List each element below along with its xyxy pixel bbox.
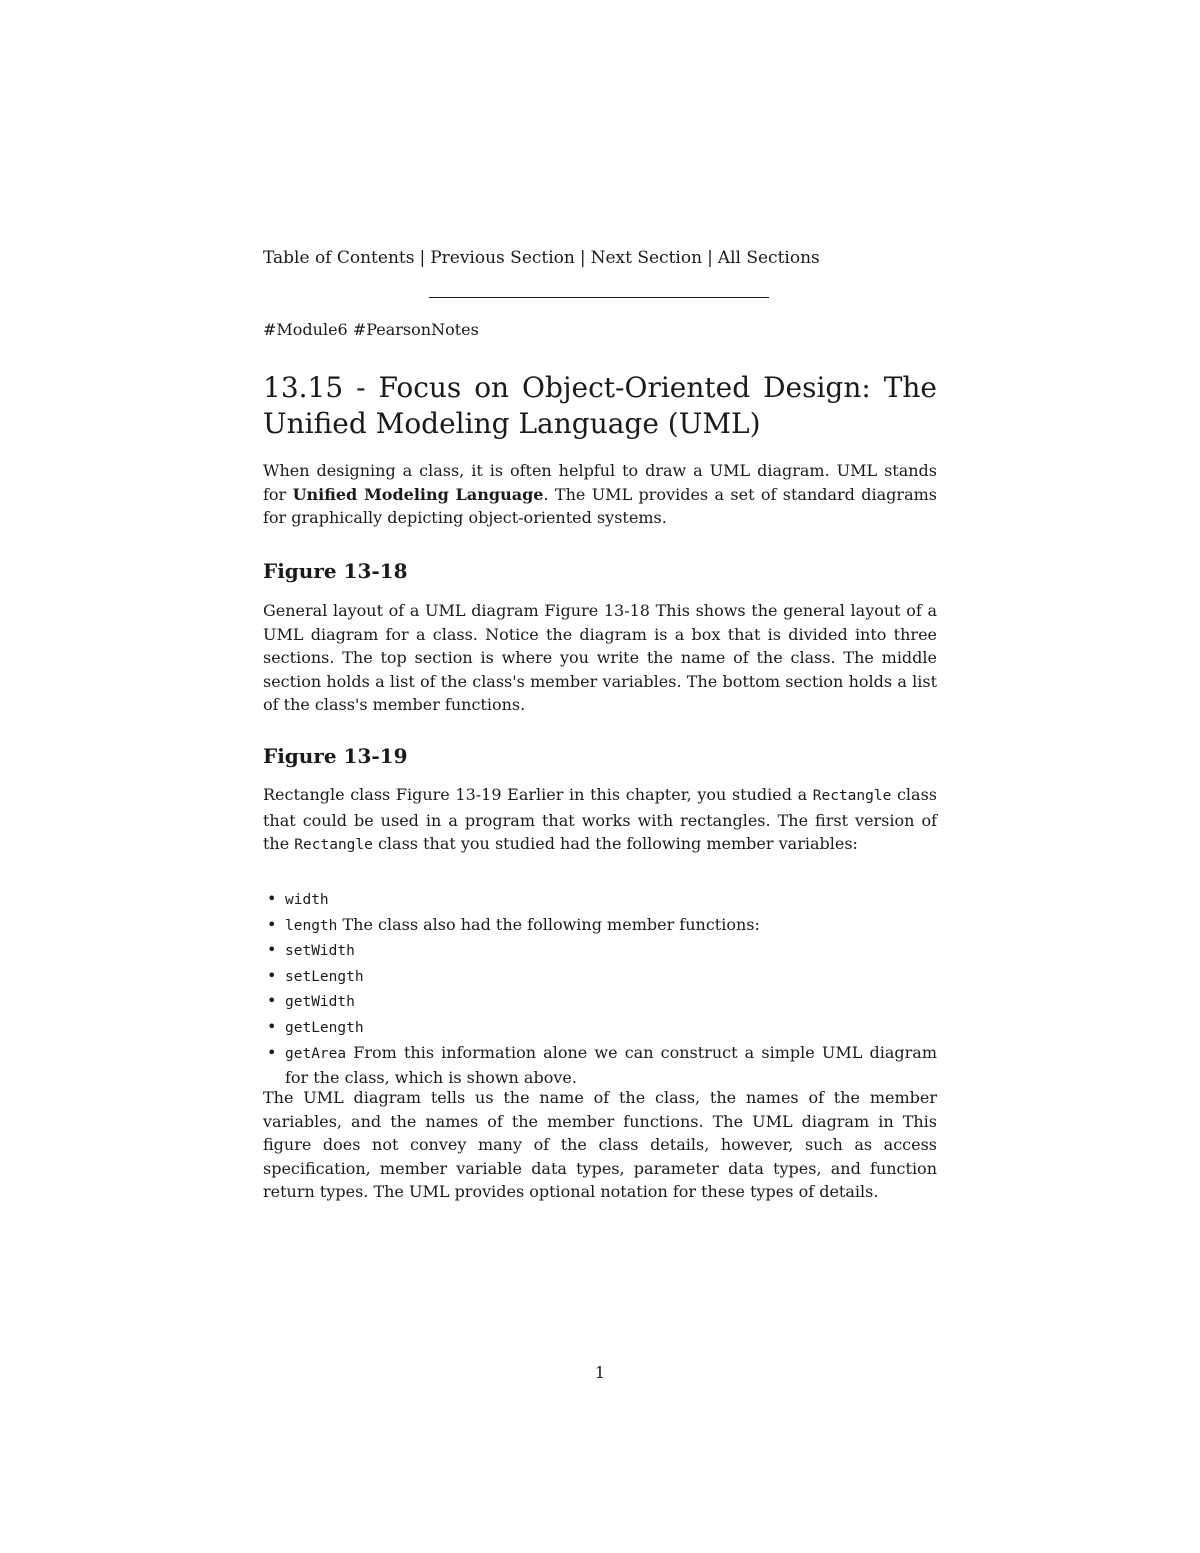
bullet-icon: • <box>267 914 277 934</box>
inline-code: getWidth <box>285 994 355 1011</box>
list-item <box>263 964 937 990</box>
figure-13-19-paragraph <box>263 783 937 858</box>
previous-section-link[interactable]: Previous Section <box>430 248 575 268</box>
figure-13-18-heading: Figure 13-18 <box>263 559 408 583</box>
list-item <box>263 1015 937 1041</box>
nav-separator: | <box>579 248 586 268</box>
list-item <box>263 887 937 913</box>
bullet-icon: • <box>267 940 277 960</box>
inline-code: getArea <box>285 1045 347 1062</box>
intro-bold-term: Unified Modeling Language <box>292 484 544 504</box>
intro-paragraph <box>263 459 937 530</box>
list-item <box>263 1041 937 1090</box>
list-item-text: The class also had the following member functions: <box>337 914 760 934</box>
inline-code: setWidth <box>285 943 355 960</box>
inline-code: Rectangle <box>294 837 373 854</box>
inline-code: setLength <box>285 968 364 985</box>
figure-13-19-heading: Figure 13-19 <box>263 744 408 768</box>
bullet-icon: • <box>267 991 277 1011</box>
bullet-icon: • <box>267 965 277 985</box>
paragraph-text: class that could be used in a program that works with rectangles. The first version of the <box>263 785 937 854</box>
bullet-icon: • <box>267 889 277 908</box>
section-navigation <box>263 246 937 270</box>
section-title: 13.15 - Focus on Object-Oriented Design: The Unified Modeling Language (UML) <box>263 371 937 440</box>
nav-separator: | <box>707 248 713 268</box>
all-sections-link[interactable]: All Sections <box>717 248 820 268</box>
paragraph-text: Rectangle class Figure 13-19 Earlier in this chapter, you studied a <box>263 785 813 804</box>
inline-code: length <box>285 917 338 934</box>
intro-text: When designing a class, it is often helpful to draw a UML diagram. UML stands for <box>263 461 937 504</box>
inline-code: getLength <box>285 1019 364 1036</box>
next-section-link[interactable]: Next Section <box>590 248 703 268</box>
page-number: 1 <box>594 1363 606 1382</box>
inline-code: Rectangle <box>812 788 892 804</box>
bullet-icon: • <box>267 1042 277 1062</box>
table-of-contents-link[interactable]: Table of Contents <box>263 248 415 268</box>
document-page <box>263 246 937 1202</box>
member-list <box>263 887 937 1090</box>
intro-text: . The UML provides a set of standard diagrams for graphically depicting object-oriented systems. <box>263 484 937 528</box>
list-item <box>263 913 937 939</box>
paragraph-text: class that you studied had the following member variables: <box>372 834 858 854</box>
list-item-text: From this information alone we can construct a simple UML diagram for the class, which is shown above. <box>285 1042 937 1088</box>
figure-13-18-paragraph: General layout of a UML diagram Figure 13-18 This shows the general layout of a UML diagram for a class. Notice the diagram is a box that is divided into three sections. The top section is where you write the name of the class. The middle section holds a list of the class's member variables. The bottom section holds a list of the class's member functions. <box>263 601 937 715</box>
horizontal-rule <box>429 297 769 298</box>
list-item <box>263 938 937 964</box>
closing-paragraph: The UML diagram tells us the name of the class, the names of the member variables, and the names of the member functions. The UML diagram in This figure does not convey many of the class details, however, such as access specification, member variable data types, parameter data types, and function return types. The UML provides optional notation for these types of details. <box>263 1088 937 1202</box>
nav-separator: | <box>419 248 426 268</box>
inline-code: width <box>285 892 329 908</box>
list-item <box>263 989 937 1015</box>
bullet-icon: • <box>267 1016 277 1036</box>
tag-line: #Module6 #PearsonNotes <box>263 320 479 339</box>
